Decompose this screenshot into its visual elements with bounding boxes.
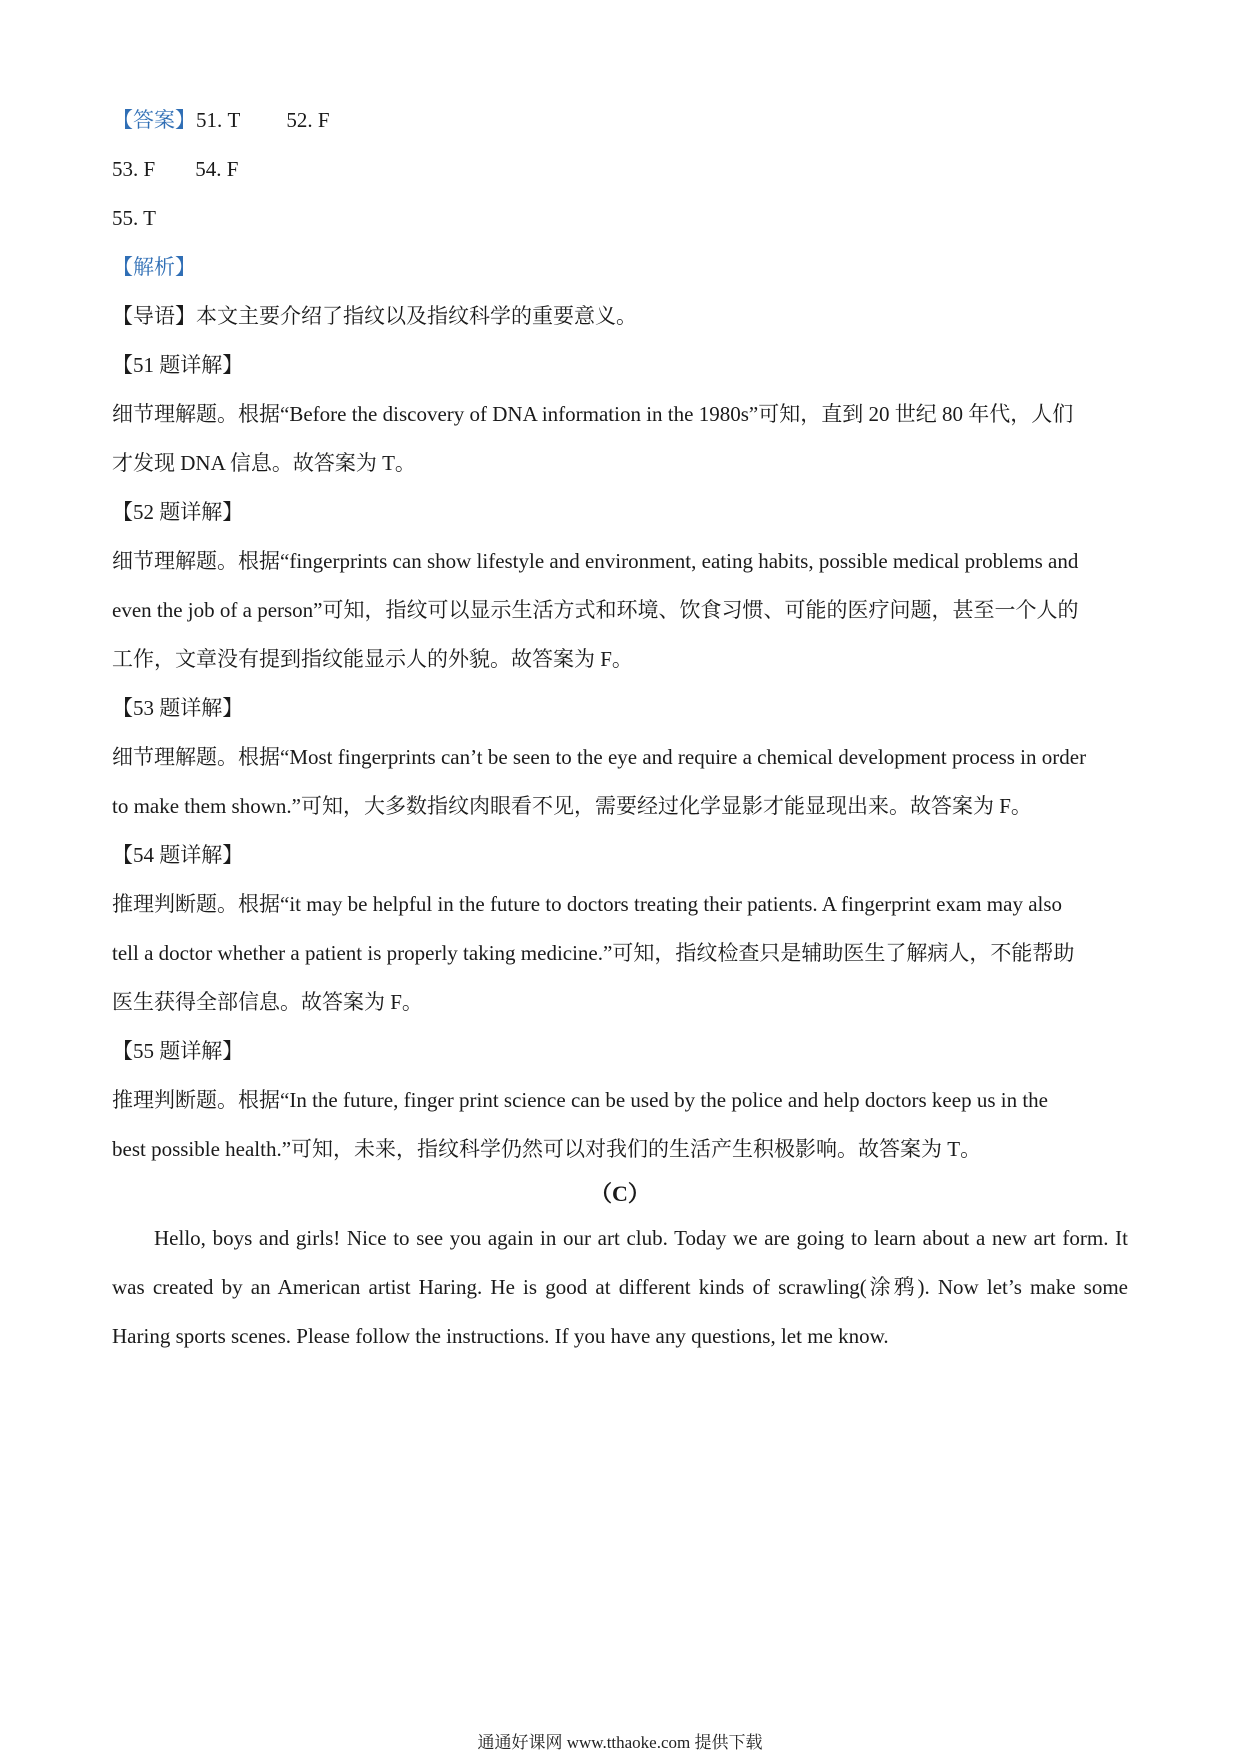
q54-line-3: 医生获得全部信息。故答案为 F。: [112, 990, 423, 1014]
q54-title: 【54 题详解】: [112, 843, 244, 867]
q52-title: 【52 题详解】: [112, 500, 244, 524]
q55-title: 【55 题详解】: [112, 1039, 244, 1063]
q52-line-1: 细节理解题。根据“fingerprints can show lifestyle and environment, eating habits, possible medical problems and: [112, 549, 1079, 573]
intro-line: 【导语】本文主要介绍了指纹以及指纹科学的重要意义。: [112, 304, 637, 328]
q51-line-2: 才发现 DNA 信息。故答案为 T。: [112, 451, 416, 475]
q55-line-2: best possible health.”可知，未来，指纹科学仍然可以对我们的生活产生积极影响。故答案为 T。: [112, 1137, 982, 1161]
section-c-paragraph: Hello, boys and girls! Nice to see you again in our art club. Today we are going to learn about a new art form. It was created by an American artist Haring. He is good at different kinds of scrawling(涂鸦). Now let’s make some Haring sports scenes. Please follow the instructions. If you have any questions, let me know.: [112, 1226, 1128, 1348]
q53-line-1: 细节理解题。根据“Most fingerprints can’t be seen to the eye and require a chemical development process in order: [112, 745, 1087, 769]
q51-title: 【51 题详解】: [112, 353, 244, 377]
page-footer: 通通好课网 www.tthaoke.com 提供下载: [477, 1733, 763, 1752]
analysis-label: 【解析】: [112, 255, 196, 279]
q53-title: 【53 题详解】: [112, 696, 244, 720]
q52-line-3: 工作，文章没有提到指纹能显示人的外貌。故答案为 F。: [112, 647, 633, 671]
answer-line-2: [112, 145, 1128, 194]
answer-51: 51. T: [196, 108, 241, 132]
section-c-heading: （C）: [590, 1181, 650, 1206]
answer-line-1: [112, 96, 1128, 145]
answer-54: 54. F: [195, 157, 239, 181]
answer-label: 【答案】: [112, 108, 196, 132]
q53-line-2: to make them shown.”可知，大多数指纹肉眼看不见，需要经过化学显影才能显现出来。故答案为 F。: [112, 794, 1032, 818]
answer-52: 52. F: [286, 108, 330, 132]
q54-line-2: tell a doctor whether a patient is properly taking medicine.”可知，指纹检查只是辅助医生了解病人，不能帮助: [112, 941, 1075, 965]
answer-55: 55. T: [112, 206, 156, 230]
answer-53: 53. F: [112, 157, 156, 181]
q54-line-1: 推理判断题。根据“it may be helpful in the future to doctors treating their patients. A fingerprint exam may also: [112, 892, 1063, 916]
document-page: [112, 96, 1128, 1361]
q52-line-2: even the job of a person”可知，指纹可以显示生活方式和环境、饮食习惯、可能的医疗问题，甚至一个人的: [112, 598, 1079, 622]
q55-line-1: 推理判断题。根据“In the future, finger print science can be used by the police and help doctors keep us in the: [112, 1088, 1048, 1112]
q51-line-1: 细节理解题。根据“Before the discovery of DNA information in the 1980s”可知，直到 20 世纪 80 年代，人们: [112, 402, 1074, 426]
answer-line-3: [112, 194, 1128, 243]
